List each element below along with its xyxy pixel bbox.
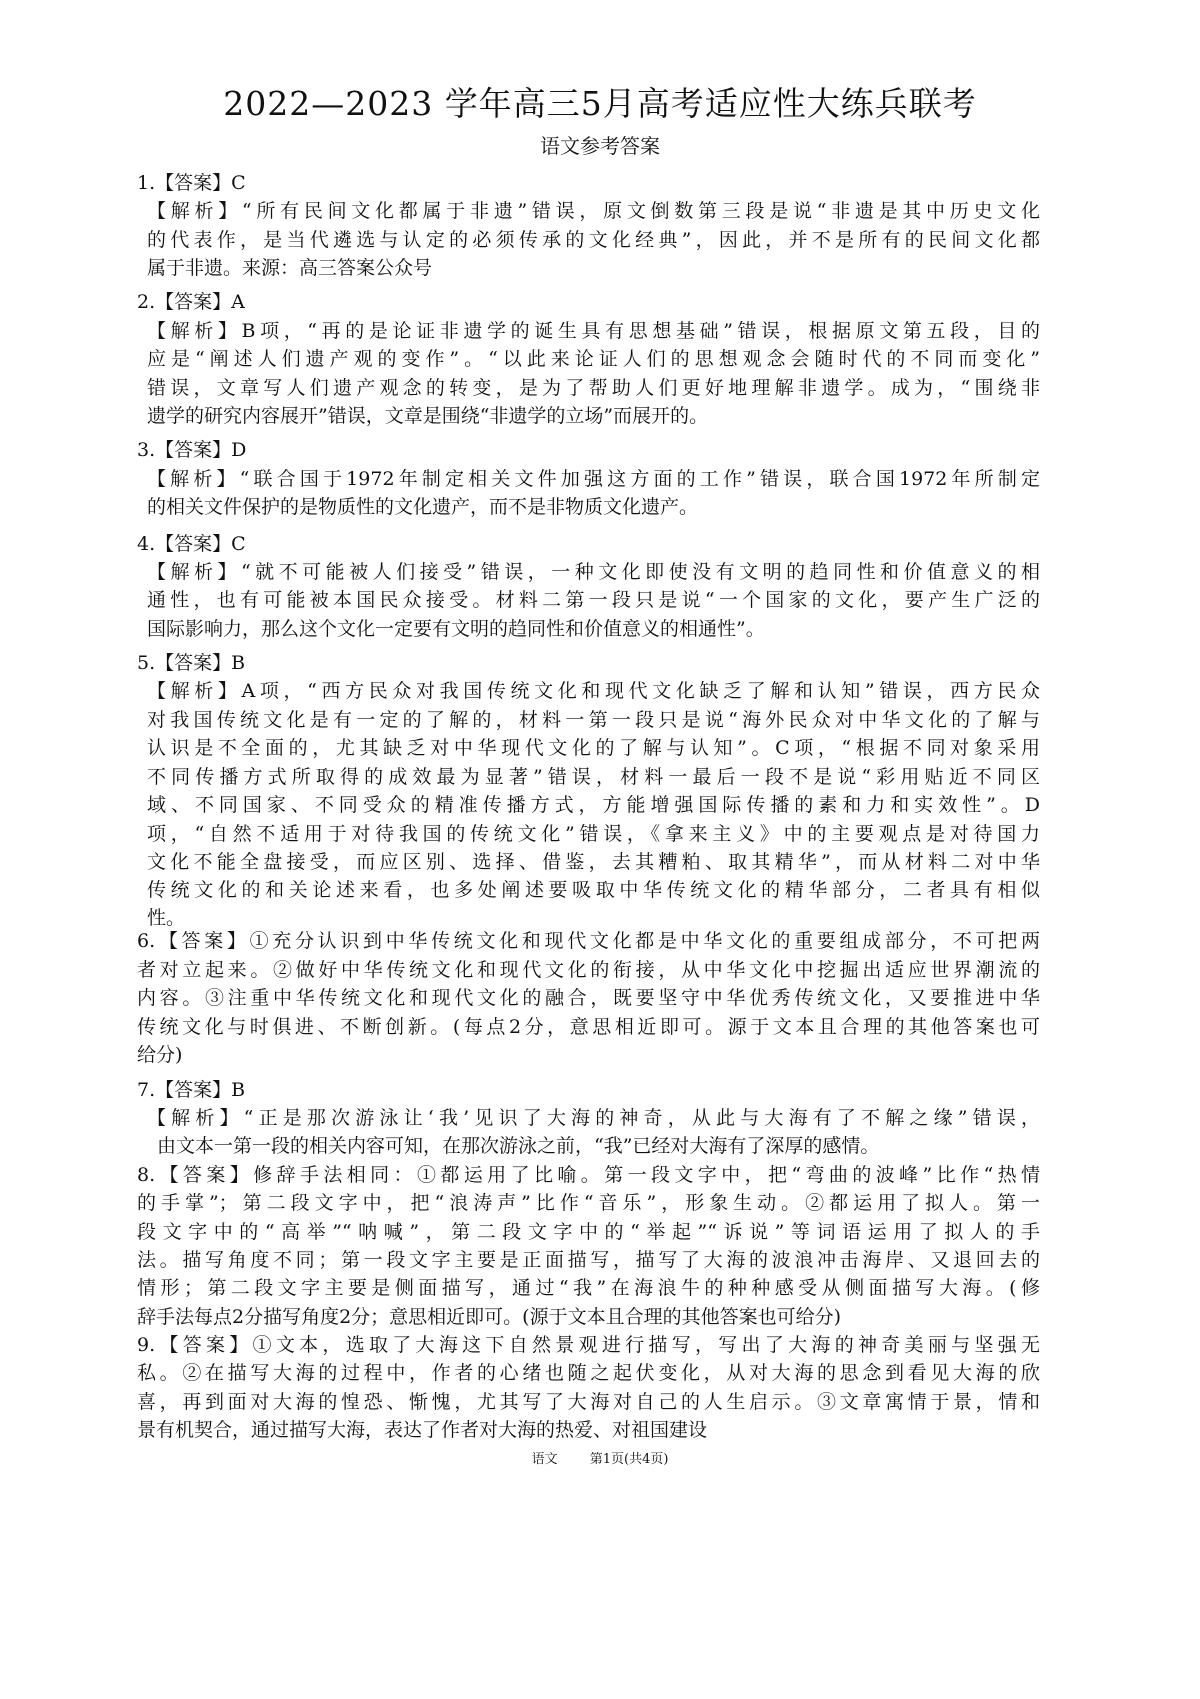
answer-heading: 6.【答案】①充分认识到中华传统文化和现代文化都是中华文化的重要组成部分，不可把两	[137, 930, 1040, 952]
answer-text-line: 通性，也有可能被本国民众接受。材料二第一段只是说“一个国家的文化，要产生广泛的	[147, 589, 1040, 611]
answer-text-line: 内容。③注重中华传统文化和现代文化的融合，既要坚守中华优秀传统文化，又要推进中华	[137, 987, 1040, 1009]
answer-heading: 9.【答案】①文本，选取了大海这下自然景观进行描写，写出了大海的神奇美丽与坚强无	[137, 1334, 1040, 1356]
answer-text-line: 不同传播方式所取得的成效最为显著”错误，材料一最后一段不是说“彩用贴近不同区	[147, 766, 1040, 788]
answer-text-line: 错误，文章写人们遗产观念的转变，是为了帮助人们更好地理解非遗学。成为，“围绕非	[147, 377, 1040, 399]
answer-text-line: 私。②在描写大海的过程中，作者的心绪也随之起伏变化，从对大海的思念到看见大海的欣	[137, 1362, 1040, 1384]
answer-text-line: 由文本一第一段的相关内容可知，在那次游泳之前，“我”已经对大海有了深厚的感情。	[157, 1135, 880, 1157]
answer-text-line: 【解析】“联合国于1972年制定相关文件加强这方面的工作”错误，联合国1972年所制定	[147, 468, 1040, 490]
answer-text-line: 【解析】“正是那次游泳让‘我’见识了大海的神奇，从此与大海有了不解之缘”错误，	[147, 1107, 1040, 1129]
answer-heading: 2.【答案】A	[137, 291, 245, 313]
answer-text-line: 的手掌”；第二段文字中，把“浪涛声”比作“音乐”，形象生动。②都运用了拟人。第一	[137, 1192, 1040, 1214]
answer-text-line: 辞手法每点2分描写角度2分；意思相近即可。(源于文本且合理的其他答案也可给分)	[137, 1306, 842, 1328]
answer-text-line: 喜，再到面对大海的惶恐、惭愧，尤其写了大海对自己的人生启示。③文章寓情于景，情和	[137, 1391, 1040, 1413]
answer-text-line: 认识是不全面的，尤其缺乏对中华现代文化的了解与认知”。C项，“根据不同对象采用	[147, 737, 1040, 759]
answer-text-line: 遗学的研究内容展开”错误，文章是围绕“非遗学的立场”而展开的。	[147, 405, 709, 427]
page-subtitle: 语文参考答案	[540, 134, 660, 158]
answer-text-line: 项，“自然不适用于对待我国的传统文化”错误，《拿来主义》中的主要观点是对待国力	[147, 823, 1040, 845]
answer-heading: 7.【答案】B	[137, 1079, 246, 1101]
answer-text-line: 属于非遗。来源：高三答案公众号	[147, 257, 433, 279]
answer-text-line: 情形；第二段文字主要是侧面描写，通过“我”在海浪牛的种种感受从侧面描写大海。(修	[137, 1277, 1040, 1299]
answer-text-line: 域、不同国家、不同受众的精准传播方式，方能增强国际传播的素和力和实效性”。D	[147, 794, 1040, 816]
answer-text-line: 文化不能全盘接受，而应区别、选择、借鉴，去其糟粕、取其精华”，而从材料二对中华	[147, 851, 1040, 873]
answer-text-line: 的代表作，是当代遴选与认定的必须传承的文化经典”，因此，并不是所有的民间文化都	[147, 229, 1040, 251]
answer-text-line: 【解析】A项，“西方民众对我国传统文化和现代文化缺乏了解和认知”错误，西方民众	[147, 680, 1040, 702]
answer-text-line: 【解析】B项，“再的是论证非遗学的诞生具有思想基础”错误，根据原文第五段，目的	[147, 320, 1040, 342]
answer-text-line: 【解析】“就不可能被人们接受”错误，一种文化即使没有文明的趋同性和价值意义的相	[147, 561, 1040, 583]
answer-heading: 8.【答案】修辞手法相同：①都运用了比喻。第一段文字中，把“弯曲的波峰”比作“热情	[137, 1164, 1040, 1186]
footer-subject: 语文	[531, 1452, 558, 1467]
answer-text-line: 者对立起来。②做好中华传统文化和现代文化的衔接，从中华文化中挖掘出适应世界潮流的	[137, 959, 1040, 981]
answer-text-line: 给分)	[137, 1044, 183, 1066]
answer-text-line: 段文字中的“高举”“呐喊”，第二段文字中的“举起”“诉说”等词语运用了拟人的手	[137, 1221, 1040, 1243]
answer-text-line: 传统文化的和关论述来看，也多处阐述要吸取中华传统文化的精华部分，二者具有相似	[147, 879, 1040, 901]
answer-text-line: 景有机契合，通过描写大海，表达了作者对大海的热爱、对祖国建设	[137, 1419, 708, 1441]
answer-heading: 3.【答案】D	[137, 439, 247, 461]
answer-text-line: 传统文化与时俱进、不断创新。(每点2分，意思相近即可。源于文本且合理的其他答案也可	[137, 1016, 1040, 1038]
answer-heading: 5.【答案】B	[137, 652, 246, 674]
answer-heading: 1.【答案】C	[137, 172, 246, 194]
answer-text-line: 国际影响力，那么这个文化一定要有文明的趋同性和价值意义的相通性”。	[147, 618, 765, 640]
answer-text-line: 应是“阐述人们遗产观的变作”。“以此来论证人们的思想观念会随时代的不同而变化”	[147, 348, 1040, 370]
answer-text-line: 对我国传统文化是有一定的了解的，材料一第一段只是说“海外民众对中华文化的了解与	[147, 709, 1040, 731]
answer-text-line: 性。	[147, 907, 186, 929]
answer-text-line: 法。描写角度不同；第一段文字主要是正面描写，描写了大海的波浪冲击海岸、又退回去的	[137, 1249, 1040, 1271]
answer-text-line: 【解析】“所有民间文化都属于非遗”错误，原文倒数第三段是说“非遗是其中历史文化	[147, 200, 1040, 222]
page-footer	[0, 1448, 1200, 1467]
page-title: 2022—2023 学年高三5月高考适应性大练兵联考	[223, 84, 977, 123]
answer-text-line: 的相关文件保护的是物质性的文化遗产，而不是非物质文化遗产。	[147, 496, 699, 518]
footer-page-number: 第1页(共4页)	[589, 1452, 669, 1467]
answer-heading: 4.【答案】C	[137, 533, 246, 555]
